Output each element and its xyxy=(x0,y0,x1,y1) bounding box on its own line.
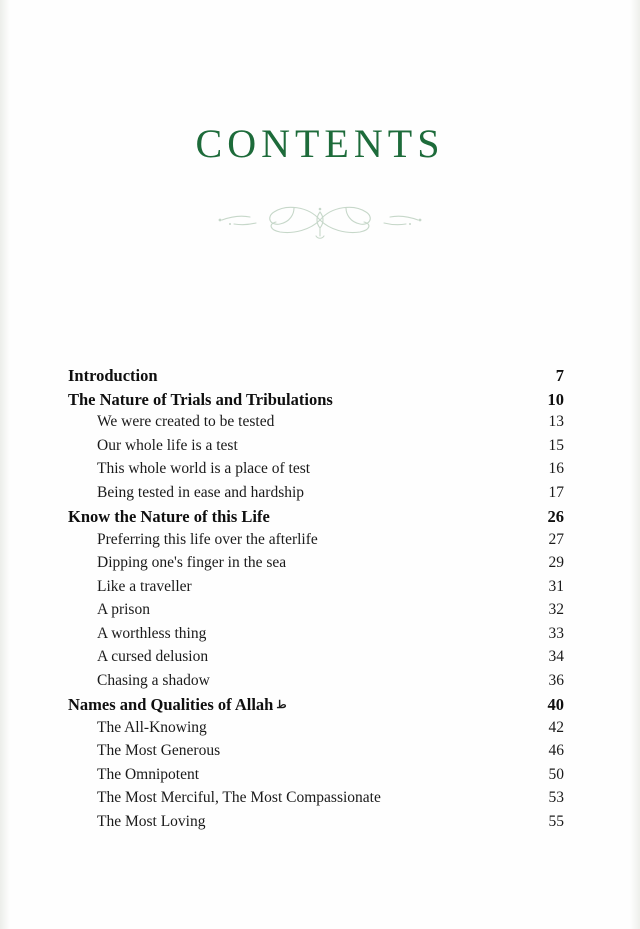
toc-entry-page-number: 13 xyxy=(548,413,564,430)
toc-entry-page-number: 34 xyxy=(548,648,564,665)
toc-entry[interactable] xyxy=(68,813,564,837)
toc-entry-page-number: 42 xyxy=(548,718,564,736)
toc-entry-page-number: 17 xyxy=(548,483,564,501)
toc-entry[interactable] xyxy=(68,719,564,743)
toc-entry[interactable] xyxy=(68,672,564,696)
toc-entry[interactable] xyxy=(68,789,564,813)
toc-entry-label: Know the Nature of this Life xyxy=(68,507,270,526)
toc-entry[interactable] xyxy=(68,578,564,602)
toc-entry-label: A prison xyxy=(97,601,150,618)
toc-entry[interactable] xyxy=(68,625,564,649)
toc-entry-page-number: 29 xyxy=(548,554,564,571)
toc-entry-label: Like a traveller xyxy=(97,577,192,595)
toc-entry-page-number: 50 xyxy=(548,765,564,783)
toc-entry-page-number: 36 xyxy=(548,671,564,689)
toc-entry-label: Our whole life is a test xyxy=(97,436,238,454)
toc-entry-label: Introduction xyxy=(68,366,158,385)
page-title: CONTENTS xyxy=(195,121,445,166)
toc-entry-page-number: 31 xyxy=(548,577,564,595)
toc-entry[interactable] xyxy=(68,531,564,555)
toc-entry-page-number: 15 xyxy=(548,436,564,454)
toc-entry-label: The Most Loving xyxy=(97,812,206,830)
allah-honorific-icon: ط xyxy=(276,699,287,711)
toc-entry-label: Chasing a shadow xyxy=(97,671,210,689)
toc-entry-page-number: 33 xyxy=(548,624,564,642)
toc-entry[interactable] xyxy=(68,437,564,461)
toc-entry[interactable] xyxy=(68,648,564,672)
toc-entry[interactable] xyxy=(68,766,564,790)
toc-entry[interactable] xyxy=(68,695,564,719)
toc-entry[interactable] xyxy=(68,390,564,414)
floral-divider-ornament xyxy=(190,190,450,250)
toc-entry[interactable] xyxy=(68,601,564,625)
toc-entry[interactable] xyxy=(68,507,564,531)
toc-entry-page-number: 7 xyxy=(555,366,564,385)
toc-entry-label: We were created to be tested xyxy=(97,413,275,430)
toc-entry[interactable] xyxy=(68,554,564,578)
toc-entry-label: Being tested in ease and hardship xyxy=(97,483,305,501)
toc-entry[interactable] xyxy=(68,460,564,484)
toc-entry[interactable] xyxy=(68,742,564,766)
toc-entry-page-number: 10 xyxy=(547,389,564,409)
toc-entry-page-number: 55 xyxy=(548,812,564,830)
toc-entry-label: A worthless thing xyxy=(97,624,207,642)
toc-entry-page-number: 16 xyxy=(548,460,564,477)
toc-entry[interactable] xyxy=(68,484,564,508)
toc-entry-page-number: 26 xyxy=(547,507,564,526)
toc-entry[interactable] xyxy=(68,366,564,390)
toc-entry-page-number: 40 xyxy=(547,695,564,714)
toc-entry-page-number: 46 xyxy=(548,742,564,759)
toc-entry-page-number: 27 xyxy=(548,530,564,548)
table-of-contents xyxy=(68,366,564,836)
toc-entry-label: The Omnipotent xyxy=(97,765,200,783)
toc-entry-label: The Most Generous xyxy=(97,742,221,759)
toc-entry[interactable] xyxy=(68,413,564,437)
toc-entry-label: The Nature of Trials and Tribulations xyxy=(68,389,333,409)
toc-entry-label: The All-Knowing xyxy=(97,718,207,736)
toc-entry-label: The Most Merciful, The Most Compassionate xyxy=(97,789,381,806)
toc-entry-label: A cursed delusion xyxy=(97,648,209,665)
toc-entry-page-number: 32 xyxy=(548,601,564,618)
toc-entry-label: Preferring this life over the afterlife xyxy=(97,530,318,548)
toc-entry-page-number: 53 xyxy=(548,789,564,806)
toc-entry-label: Dipping one's finger in the sea xyxy=(97,554,287,571)
toc-entry-label: Names and Qualities of Allah ط xyxy=(68,695,287,714)
toc-entry-label: This whole world is a place of test xyxy=(97,460,311,477)
